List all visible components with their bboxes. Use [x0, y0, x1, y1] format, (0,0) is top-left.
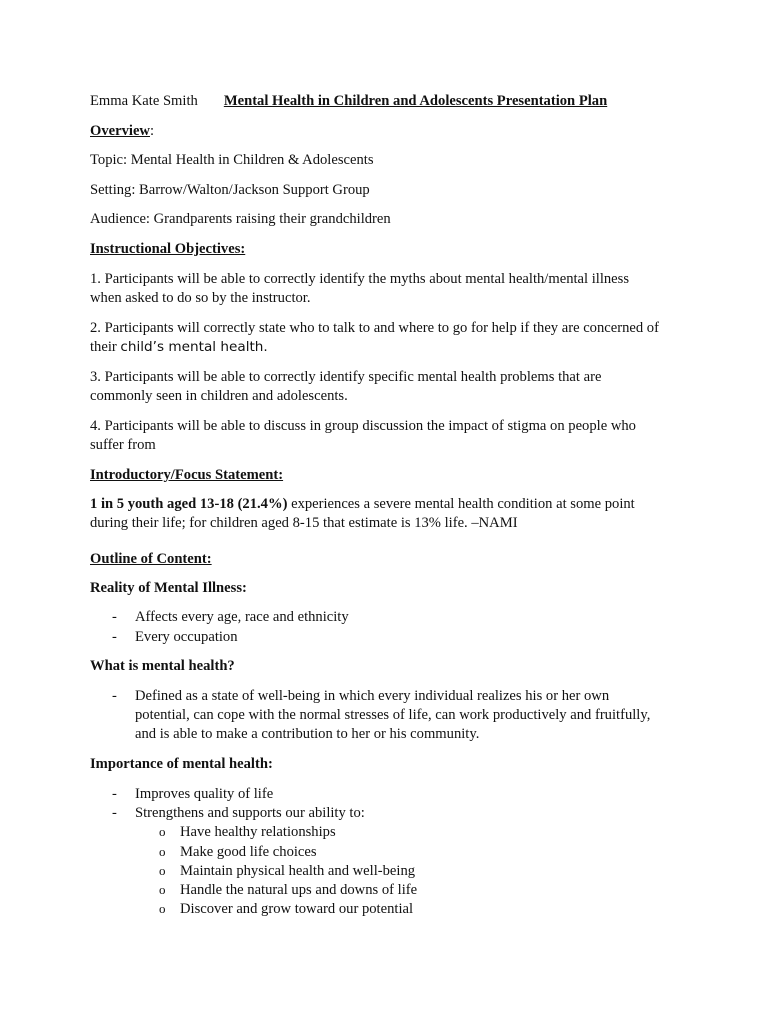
focus-line-1-rest: experiences a severe mental health condition at some point — [287, 496, 635, 512]
ability-item-3: Maintain physical health and well-being — [180, 863, 416, 879]
ability-item-2: Make good life choices — [180, 844, 317, 860]
objective-2-line-2-start: their — [90, 339, 121, 355]
objective-4-line-2: suffer from — [90, 437, 156, 453]
objective-3-line-1: 3. Participants will be able to correctly identify specific mental health problems that are — [90, 369, 602, 385]
dash-bullet: - — [112, 805, 117, 821]
focus-heading: Introductory/Focus Statement: — [90, 467, 284, 483]
objective-4-line-1: 4. Participants will be able to discuss in group discussion the impact of stigma on people who — [90, 418, 636, 434]
outline-heading: Outline of Content: — [90, 551, 212, 567]
dash-bullet: - — [112, 786, 117, 802]
circle-bullet-icon: o — [159, 901, 166, 916]
ability-item-4: Handle the natural ups and downs of life — [180, 882, 418, 898]
setting-line: Setting: Barrow/Walton/Jackson Support Group — [90, 182, 370, 198]
reality-item-1: Affects every age, race and ethnicity — [135, 609, 349, 625]
objective-2-line-2 — [90, 338, 268, 356]
dash-bullet: - — [112, 688, 117, 704]
circle-bullet-icon: o — [159, 863, 166, 878]
overview-colon: : — [149, 123, 155, 139]
document-title: Mental Health in Children and Adolescents Presentation Plan — [223, 93, 608, 109]
objective-1-line-1: 1. Participants will be able to correctly identify the myths about mental health/mental illness — [90, 271, 630, 287]
objective-2-line-1: 2. Participants will correctly state who to talk to and where to go for help if they are concerned of — [90, 320, 659, 336]
overview-heading: Overview — [90, 123, 150, 139]
circle-bullet-icon: o — [159, 844, 166, 859]
ability-item-1: Have healthy relationships — [180, 824, 336, 840]
focus-line-2: during their life; for children aged 8-15 that estimate is 13% life. –NAMI — [90, 515, 518, 531]
focus-line-1 — [90, 495, 635, 513]
circle-bullet-icon: o — [159, 882, 166, 897]
objectives-heading: Instructional Objectives: — [90, 241, 246, 257]
author-name: Emma Kate Smith — [90, 93, 198, 109]
audience-line: Audience: Grandparents raising their grandchildren — [90, 211, 391, 227]
importance-heading: Importance of mental health: — [90, 756, 273, 772]
definition-line-1: Defined as a state of well-being in which every individual realizes his or her own — [135, 688, 610, 704]
objective-2-line-2-end: child’s mental health. — [120, 339, 268, 355]
circle-bullet-icon: o — [159, 824, 166, 839]
importance-item-1: Improves quality of life — [135, 786, 274, 802]
objective-1-line-2: when asked to do so by the instructor. — [90, 290, 311, 306]
overview-heading-line — [90, 122, 154, 140]
dash-bullet: - — [112, 629, 117, 645]
definition-line-2: potential, can cope with the normal stresses of life, can work productively and fruitfully, — [135, 707, 651, 723]
reality-item-2: Every occupation — [135, 629, 238, 645]
focus-statistic: 1 in 5 youth aged 13-18 (21.4%) — [90, 496, 288, 512]
importance-item-2: Strengthens and supports our ability to: — [135, 805, 365, 821]
objective-3-line-2: commonly seen in children and adolescents. — [90, 388, 348, 404]
document-header — [90, 92, 607, 110]
ability-item-5: Discover and grow toward our potential — [180, 901, 414, 917]
topic-line: Topic: Mental Health in Children & Adolescents — [90, 152, 374, 168]
reality-heading: Reality of Mental Illness: — [90, 580, 247, 596]
definition-line-3: and is able to make a contribution to her or his community. — [135, 726, 480, 742]
dash-bullet: - — [112, 609, 117, 625]
what-is-heading: What is mental health? — [90, 658, 235, 674]
document-page — [90, 0, 690, 1024]
